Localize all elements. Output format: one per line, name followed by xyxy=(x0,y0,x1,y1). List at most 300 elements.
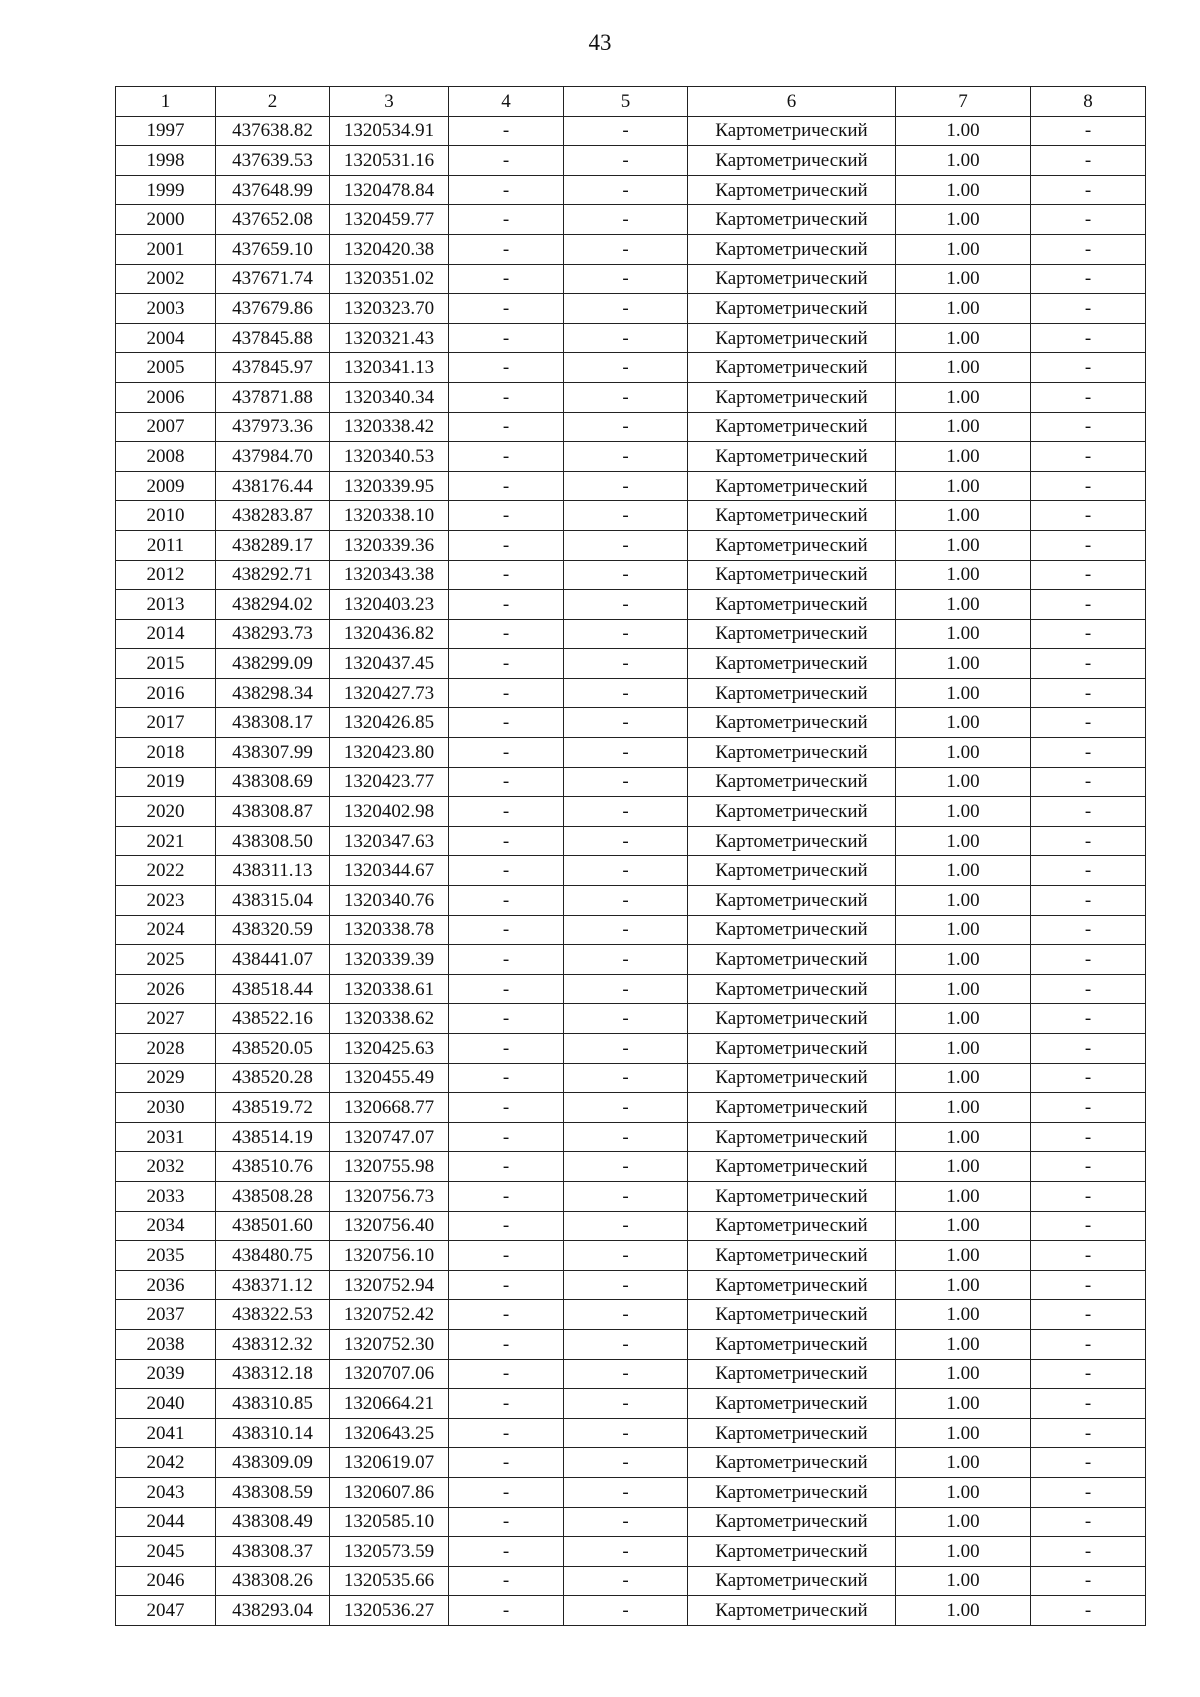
column-8-cell: - xyxy=(1031,886,1146,916)
method-cell: Картометрический xyxy=(688,175,896,205)
table-row xyxy=(116,945,1146,975)
method-cell: Картометрический xyxy=(688,856,896,886)
method-cell: Картометрический xyxy=(688,974,896,1004)
point-number-cell: 2025 xyxy=(116,945,216,975)
column-8-cell: - xyxy=(1031,797,1146,827)
accuracy-cell: 1.00 xyxy=(896,974,1031,1004)
column-8-cell: - xyxy=(1031,234,1146,264)
accuracy-cell: 1.00 xyxy=(896,1389,1031,1419)
y-coordinate-cell: 1320747.07 xyxy=(330,1122,449,1152)
accuracy-cell: 1.00 xyxy=(896,382,1031,412)
y-coordinate-cell: 1320339.39 xyxy=(330,945,449,975)
table-row xyxy=(116,175,1146,205)
accuracy-cell: 1.00 xyxy=(896,708,1031,738)
column-8-cell: - xyxy=(1031,294,1146,324)
column-4-cell: - xyxy=(449,264,564,294)
accuracy-cell: 1.00 xyxy=(896,886,1031,916)
y-coordinate-cell: 1320535.66 xyxy=(330,1566,449,1596)
x-coordinate-cell: 438299.09 xyxy=(216,649,330,679)
column-4-cell: - xyxy=(449,678,564,708)
column-8-cell: - xyxy=(1031,738,1146,768)
column-4-cell: - xyxy=(449,1596,564,1626)
method-cell: Картометрический xyxy=(688,1507,896,1537)
table-row xyxy=(116,353,1146,383)
y-coordinate-cell: 1320340.34 xyxy=(330,382,449,412)
y-coordinate-cell: 1320619.07 xyxy=(330,1448,449,1478)
column-5-cell: - xyxy=(564,797,688,827)
column-5-cell: - xyxy=(564,205,688,235)
column-8-cell: - xyxy=(1031,767,1146,797)
column-5-cell: - xyxy=(564,856,688,886)
table-row xyxy=(116,1181,1146,1211)
column-4-cell: - xyxy=(449,974,564,1004)
header-cell: 2 xyxy=(216,87,330,117)
point-number-cell: 1997 xyxy=(116,116,216,146)
column-4-cell: - xyxy=(449,146,564,176)
column-5-cell: - xyxy=(564,767,688,797)
column-8-cell: - xyxy=(1031,264,1146,294)
y-coordinate-cell: 1320347.63 xyxy=(330,826,449,856)
table-row xyxy=(116,708,1146,738)
table-row xyxy=(116,442,1146,472)
column-4-cell: - xyxy=(449,619,564,649)
point-number-cell: 2038 xyxy=(116,1329,216,1359)
method-cell: Картометрический xyxy=(688,649,896,679)
column-5-cell: - xyxy=(564,1122,688,1152)
point-number-cell: 2002 xyxy=(116,264,216,294)
column-4-cell: - xyxy=(449,1477,564,1507)
y-coordinate-cell: 1320752.42 xyxy=(330,1300,449,1330)
accuracy-cell: 1.00 xyxy=(896,915,1031,945)
method-cell: Картометрический xyxy=(688,234,896,264)
x-coordinate-cell: 438510.76 xyxy=(216,1152,330,1182)
method-cell: Картометрический xyxy=(688,1300,896,1330)
x-coordinate-cell: 438309.09 xyxy=(216,1448,330,1478)
table-row xyxy=(116,264,1146,294)
accuracy-cell: 1.00 xyxy=(896,767,1031,797)
accuracy-cell: 1.00 xyxy=(896,1596,1031,1626)
column-4-cell: - xyxy=(449,234,564,264)
column-4-cell: - xyxy=(449,1418,564,1448)
method-cell: Картометрический xyxy=(688,146,896,176)
x-coordinate-cell: 438315.04 xyxy=(216,886,330,916)
column-5-cell: - xyxy=(564,1093,688,1123)
column-4-cell: - xyxy=(449,1389,564,1419)
y-coordinate-cell: 1320339.95 xyxy=(330,471,449,501)
y-coordinate-cell: 1320338.62 xyxy=(330,1004,449,1034)
column-5-cell: - xyxy=(564,1300,688,1330)
column-8-cell: - xyxy=(1031,382,1146,412)
point-number-cell: 2019 xyxy=(116,767,216,797)
accuracy-cell: 1.00 xyxy=(896,530,1031,560)
y-coordinate-cell: 1320585.10 xyxy=(330,1507,449,1537)
x-coordinate-cell: 437671.74 xyxy=(216,264,330,294)
column-5-cell: - xyxy=(564,1063,688,1093)
accuracy-cell: 1.00 xyxy=(896,353,1031,383)
y-coordinate-cell: 1320436.82 xyxy=(330,619,449,649)
x-coordinate-cell: 438514.19 xyxy=(216,1122,330,1152)
column-5-cell: - xyxy=(564,353,688,383)
table-row xyxy=(116,1034,1146,1064)
x-coordinate-cell: 437984.70 xyxy=(216,442,330,472)
table-row xyxy=(116,886,1146,916)
column-8-cell: - xyxy=(1031,1596,1146,1626)
y-coordinate-cell: 1320752.30 xyxy=(330,1329,449,1359)
x-coordinate-cell: 437638.82 xyxy=(216,116,330,146)
column-4-cell: - xyxy=(449,116,564,146)
accuracy-cell: 1.00 xyxy=(896,501,1031,531)
accuracy-cell: 1.00 xyxy=(896,1507,1031,1537)
y-coordinate-cell: 1320338.42 xyxy=(330,412,449,442)
y-coordinate-cell: 1320402.98 xyxy=(330,797,449,827)
table-row xyxy=(116,619,1146,649)
point-number-cell: 2000 xyxy=(116,205,216,235)
x-coordinate-cell: 438520.05 xyxy=(216,1034,330,1064)
column-4-cell: - xyxy=(449,442,564,472)
x-coordinate-cell: 437973.36 xyxy=(216,412,330,442)
column-8-cell: - xyxy=(1031,619,1146,649)
y-coordinate-cell: 1320338.10 xyxy=(330,501,449,531)
accuracy-cell: 1.00 xyxy=(896,1152,1031,1182)
column-5-cell: - xyxy=(564,619,688,649)
y-coordinate-cell: 1320321.43 xyxy=(330,323,449,353)
column-8-cell: - xyxy=(1031,1093,1146,1123)
x-coordinate-cell: 438441.07 xyxy=(216,945,330,975)
method-cell: Картометрический xyxy=(688,915,896,945)
column-8-cell: - xyxy=(1031,590,1146,620)
point-number-cell: 2012 xyxy=(116,560,216,590)
column-5-cell: - xyxy=(564,1181,688,1211)
table-row xyxy=(116,856,1146,886)
y-coordinate-cell: 1320423.77 xyxy=(330,767,449,797)
column-4-cell: - xyxy=(449,1093,564,1123)
y-coordinate-cell: 1320752.94 xyxy=(330,1270,449,1300)
column-5-cell: - xyxy=(564,1241,688,1271)
table-row xyxy=(116,1448,1146,1478)
x-coordinate-cell: 438320.59 xyxy=(216,915,330,945)
point-number-cell: 2041 xyxy=(116,1418,216,1448)
column-5-cell: - xyxy=(564,323,688,353)
column-5-cell: - xyxy=(564,116,688,146)
accuracy-cell: 1.00 xyxy=(896,205,1031,235)
table-row xyxy=(116,1359,1146,1389)
column-8-cell: - xyxy=(1031,1211,1146,1241)
point-number-cell: 2034 xyxy=(116,1211,216,1241)
column-5-cell: - xyxy=(564,442,688,472)
y-coordinate-cell: 1320668.77 xyxy=(330,1093,449,1123)
column-8-cell: - xyxy=(1031,442,1146,472)
column-8-cell: - xyxy=(1031,1359,1146,1389)
table-row xyxy=(116,501,1146,531)
column-4-cell: - xyxy=(449,1566,564,1596)
point-number-cell: 2001 xyxy=(116,234,216,264)
point-number-cell: 2026 xyxy=(116,974,216,1004)
accuracy-cell: 1.00 xyxy=(896,146,1031,176)
x-coordinate-cell: 438308.37 xyxy=(216,1537,330,1567)
method-cell: Картометрический xyxy=(688,382,896,412)
table-row xyxy=(116,1093,1146,1123)
method-cell: Картометрический xyxy=(688,323,896,353)
x-coordinate-cell: 438308.69 xyxy=(216,767,330,797)
table-row xyxy=(116,294,1146,324)
column-5-cell: - xyxy=(564,264,688,294)
coordinates-table xyxy=(115,86,1146,1626)
method-cell: Картометрический xyxy=(688,1566,896,1596)
column-5-cell: - xyxy=(564,649,688,679)
x-coordinate-cell: 438308.87 xyxy=(216,797,330,827)
column-4-cell: - xyxy=(449,1300,564,1330)
column-4-cell: - xyxy=(449,1359,564,1389)
method-cell: Картометрический xyxy=(688,1596,896,1626)
point-number-cell: 2030 xyxy=(116,1093,216,1123)
x-coordinate-cell: 438519.72 xyxy=(216,1093,330,1123)
header-cell: 7 xyxy=(896,87,1031,117)
column-8-cell: - xyxy=(1031,1507,1146,1537)
accuracy-cell: 1.00 xyxy=(896,560,1031,590)
x-coordinate-cell: 437639.53 xyxy=(216,146,330,176)
column-5-cell: - xyxy=(564,1566,688,1596)
point-number-cell: 2014 xyxy=(116,619,216,649)
column-8-cell: - xyxy=(1031,1004,1146,1034)
x-coordinate-cell: 438294.02 xyxy=(216,590,330,620)
point-number-cell: 2021 xyxy=(116,826,216,856)
header-cell: 1 xyxy=(116,87,216,117)
column-8-cell: - xyxy=(1031,412,1146,442)
y-coordinate-cell: 1320531.16 xyxy=(330,146,449,176)
y-coordinate-cell: 1320340.76 xyxy=(330,886,449,916)
table-row xyxy=(116,974,1146,1004)
point-number-cell: 2004 xyxy=(116,323,216,353)
x-coordinate-cell: 438480.75 xyxy=(216,1241,330,1271)
accuracy-cell: 1.00 xyxy=(896,1093,1031,1123)
x-coordinate-cell: 438522.16 xyxy=(216,1004,330,1034)
accuracy-cell: 1.00 xyxy=(896,1004,1031,1034)
point-number-cell: 2033 xyxy=(116,1181,216,1211)
method-cell: Картометрический xyxy=(688,471,896,501)
x-coordinate-cell: 437648.99 xyxy=(216,175,330,205)
column-4-cell: - xyxy=(449,738,564,768)
accuracy-cell: 1.00 xyxy=(896,1566,1031,1596)
accuracy-cell: 1.00 xyxy=(896,826,1031,856)
column-8-cell: - xyxy=(1031,205,1146,235)
column-5-cell: - xyxy=(564,1359,688,1389)
x-coordinate-cell: 438176.44 xyxy=(216,471,330,501)
method-cell: Картометрический xyxy=(688,442,896,472)
method-cell: Картометрический xyxy=(688,708,896,738)
column-8-cell: - xyxy=(1031,175,1146,205)
method-cell: Картометрический xyxy=(688,1152,896,1182)
table-row xyxy=(116,1389,1146,1419)
accuracy-cell: 1.00 xyxy=(896,678,1031,708)
column-4-cell: - xyxy=(449,590,564,620)
accuracy-cell: 1.00 xyxy=(896,294,1031,324)
y-coordinate-cell: 1320478.84 xyxy=(330,175,449,205)
column-4-cell: - xyxy=(449,767,564,797)
accuracy-cell: 1.00 xyxy=(896,1181,1031,1211)
point-number-cell: 2047 xyxy=(116,1596,216,1626)
point-number-cell: 2024 xyxy=(116,915,216,945)
method-cell: Картометрический xyxy=(688,738,896,768)
method-cell: Картометрический xyxy=(688,619,896,649)
column-4-cell: - xyxy=(449,826,564,856)
accuracy-cell: 1.00 xyxy=(896,738,1031,768)
column-4-cell: - xyxy=(449,1507,564,1537)
point-number-cell: 2007 xyxy=(116,412,216,442)
table-row xyxy=(116,1596,1146,1626)
point-number-cell: 2020 xyxy=(116,797,216,827)
column-4-cell: - xyxy=(449,797,564,827)
x-coordinate-cell: 438292.71 xyxy=(216,560,330,590)
x-coordinate-cell: 438293.73 xyxy=(216,619,330,649)
column-5-cell: - xyxy=(564,234,688,264)
method-cell: Картометрический xyxy=(688,1389,896,1419)
point-number-cell: 2031 xyxy=(116,1122,216,1152)
x-coordinate-cell: 438310.85 xyxy=(216,1389,330,1419)
y-coordinate-cell: 1320756.73 xyxy=(330,1181,449,1211)
x-coordinate-cell: 437652.08 xyxy=(216,205,330,235)
table-row xyxy=(116,649,1146,679)
point-number-cell: 2005 xyxy=(116,353,216,383)
page-number: 43 xyxy=(588,30,612,55)
accuracy-cell: 1.00 xyxy=(896,856,1031,886)
y-coordinate-cell: 1320344.67 xyxy=(330,856,449,886)
x-coordinate-cell: 438308.49 xyxy=(216,1507,330,1537)
y-coordinate-cell: 1320755.98 xyxy=(330,1152,449,1182)
column-8-cell: - xyxy=(1031,353,1146,383)
point-number-cell: 2040 xyxy=(116,1389,216,1419)
x-coordinate-cell: 437871.88 xyxy=(216,382,330,412)
column-8-cell: - xyxy=(1031,945,1146,975)
column-4-cell: - xyxy=(449,175,564,205)
column-8-cell: - xyxy=(1031,1122,1146,1152)
method-cell: Картометрический xyxy=(688,1359,896,1389)
column-4-cell: - xyxy=(449,1329,564,1359)
column-4-cell: - xyxy=(449,530,564,560)
method-cell: Картометрический xyxy=(688,1211,896,1241)
x-coordinate-cell: 438310.14 xyxy=(216,1418,330,1448)
column-8-cell: - xyxy=(1031,1181,1146,1211)
x-coordinate-cell: 438307.99 xyxy=(216,738,330,768)
column-5-cell: - xyxy=(564,1270,688,1300)
table-row xyxy=(116,234,1146,264)
table-row xyxy=(116,678,1146,708)
method-cell: Картометрический xyxy=(688,205,896,235)
accuracy-cell: 1.00 xyxy=(896,945,1031,975)
column-5-cell: - xyxy=(564,974,688,1004)
accuracy-cell: 1.00 xyxy=(896,1300,1031,1330)
accuracy-cell: 1.00 xyxy=(896,1122,1031,1152)
column-4-cell: - xyxy=(449,1181,564,1211)
point-number-cell: 2028 xyxy=(116,1034,216,1064)
point-number-cell: 2022 xyxy=(116,856,216,886)
point-number-cell: 2017 xyxy=(116,708,216,738)
column-4-cell: - xyxy=(449,1448,564,1478)
x-coordinate-cell: 438322.53 xyxy=(216,1300,330,1330)
point-number-cell: 2008 xyxy=(116,442,216,472)
column-4-cell: - xyxy=(449,412,564,442)
table-row xyxy=(116,1122,1146,1152)
x-coordinate-cell: 438308.26 xyxy=(216,1566,330,1596)
accuracy-cell: 1.00 xyxy=(896,1034,1031,1064)
column-8-cell: - xyxy=(1031,560,1146,590)
x-coordinate-cell: 437845.97 xyxy=(216,353,330,383)
table-row xyxy=(116,1329,1146,1359)
column-8-cell: - xyxy=(1031,915,1146,945)
table-row xyxy=(116,1507,1146,1537)
point-number-cell: 2003 xyxy=(116,294,216,324)
column-8-cell: - xyxy=(1031,1448,1146,1478)
method-cell: Картометрический xyxy=(688,1329,896,1359)
column-8-cell: - xyxy=(1031,323,1146,353)
method-cell: Картометрический xyxy=(688,767,896,797)
column-5-cell: - xyxy=(564,708,688,738)
y-coordinate-cell: 1320426.85 xyxy=(330,708,449,738)
x-coordinate-cell: 438518.44 xyxy=(216,974,330,1004)
y-coordinate-cell: 1320664.21 xyxy=(330,1389,449,1419)
x-coordinate-cell: 438298.34 xyxy=(216,678,330,708)
method-cell: Картометрический xyxy=(688,1241,896,1271)
x-coordinate-cell: 438520.28 xyxy=(216,1063,330,1093)
point-number-cell: 1999 xyxy=(116,175,216,205)
table-body xyxy=(116,87,1146,1626)
accuracy-cell: 1.00 xyxy=(896,116,1031,146)
column-8-cell: - xyxy=(1031,1389,1146,1419)
method-cell: Картометрический xyxy=(688,116,896,146)
column-4-cell: - xyxy=(449,649,564,679)
column-5-cell: - xyxy=(564,1034,688,1064)
column-8-cell: - xyxy=(1031,856,1146,886)
method-cell: Картометрический xyxy=(688,412,896,442)
table-row xyxy=(116,767,1146,797)
column-4-cell: - xyxy=(449,1034,564,1064)
x-coordinate-cell: 437679.86 xyxy=(216,294,330,324)
column-5-cell: - xyxy=(564,501,688,531)
column-5-cell: - xyxy=(564,1152,688,1182)
header-cell: 5 xyxy=(564,87,688,117)
column-5-cell: - xyxy=(564,945,688,975)
point-number-cell: 2036 xyxy=(116,1270,216,1300)
point-number-cell: 2015 xyxy=(116,649,216,679)
column-8-cell: - xyxy=(1031,1566,1146,1596)
column-4-cell: - xyxy=(449,294,564,324)
y-coordinate-cell: 1320707.06 xyxy=(330,1359,449,1389)
method-cell: Картометрический xyxy=(688,1063,896,1093)
point-number-cell: 2044 xyxy=(116,1507,216,1537)
method-cell: Картометрический xyxy=(688,1448,896,1478)
y-coordinate-cell: 1320403.23 xyxy=(330,590,449,620)
x-coordinate-cell: 438293.04 xyxy=(216,1596,330,1626)
column-4-cell: - xyxy=(449,945,564,975)
column-5-cell: - xyxy=(564,590,688,620)
column-8-cell: - xyxy=(1031,678,1146,708)
accuracy-cell: 1.00 xyxy=(896,1359,1031,1389)
column-4-cell: - xyxy=(449,1270,564,1300)
point-number-cell: 1998 xyxy=(116,146,216,176)
header-cell: 4 xyxy=(449,87,564,117)
column-4-cell: - xyxy=(449,1004,564,1034)
column-8-cell: - xyxy=(1031,826,1146,856)
method-cell: Картометрический xyxy=(688,1537,896,1567)
accuracy-cell: 1.00 xyxy=(896,797,1031,827)
x-coordinate-cell: 437845.88 xyxy=(216,323,330,353)
column-5-cell: - xyxy=(564,1211,688,1241)
x-coordinate-cell: 438501.60 xyxy=(216,1211,330,1241)
column-8-cell: - xyxy=(1031,1329,1146,1359)
method-cell: Картометрический xyxy=(688,1181,896,1211)
column-4-cell: - xyxy=(449,1537,564,1567)
method-cell: Картометрический xyxy=(688,1122,896,1152)
column-5-cell: - xyxy=(564,1418,688,1448)
